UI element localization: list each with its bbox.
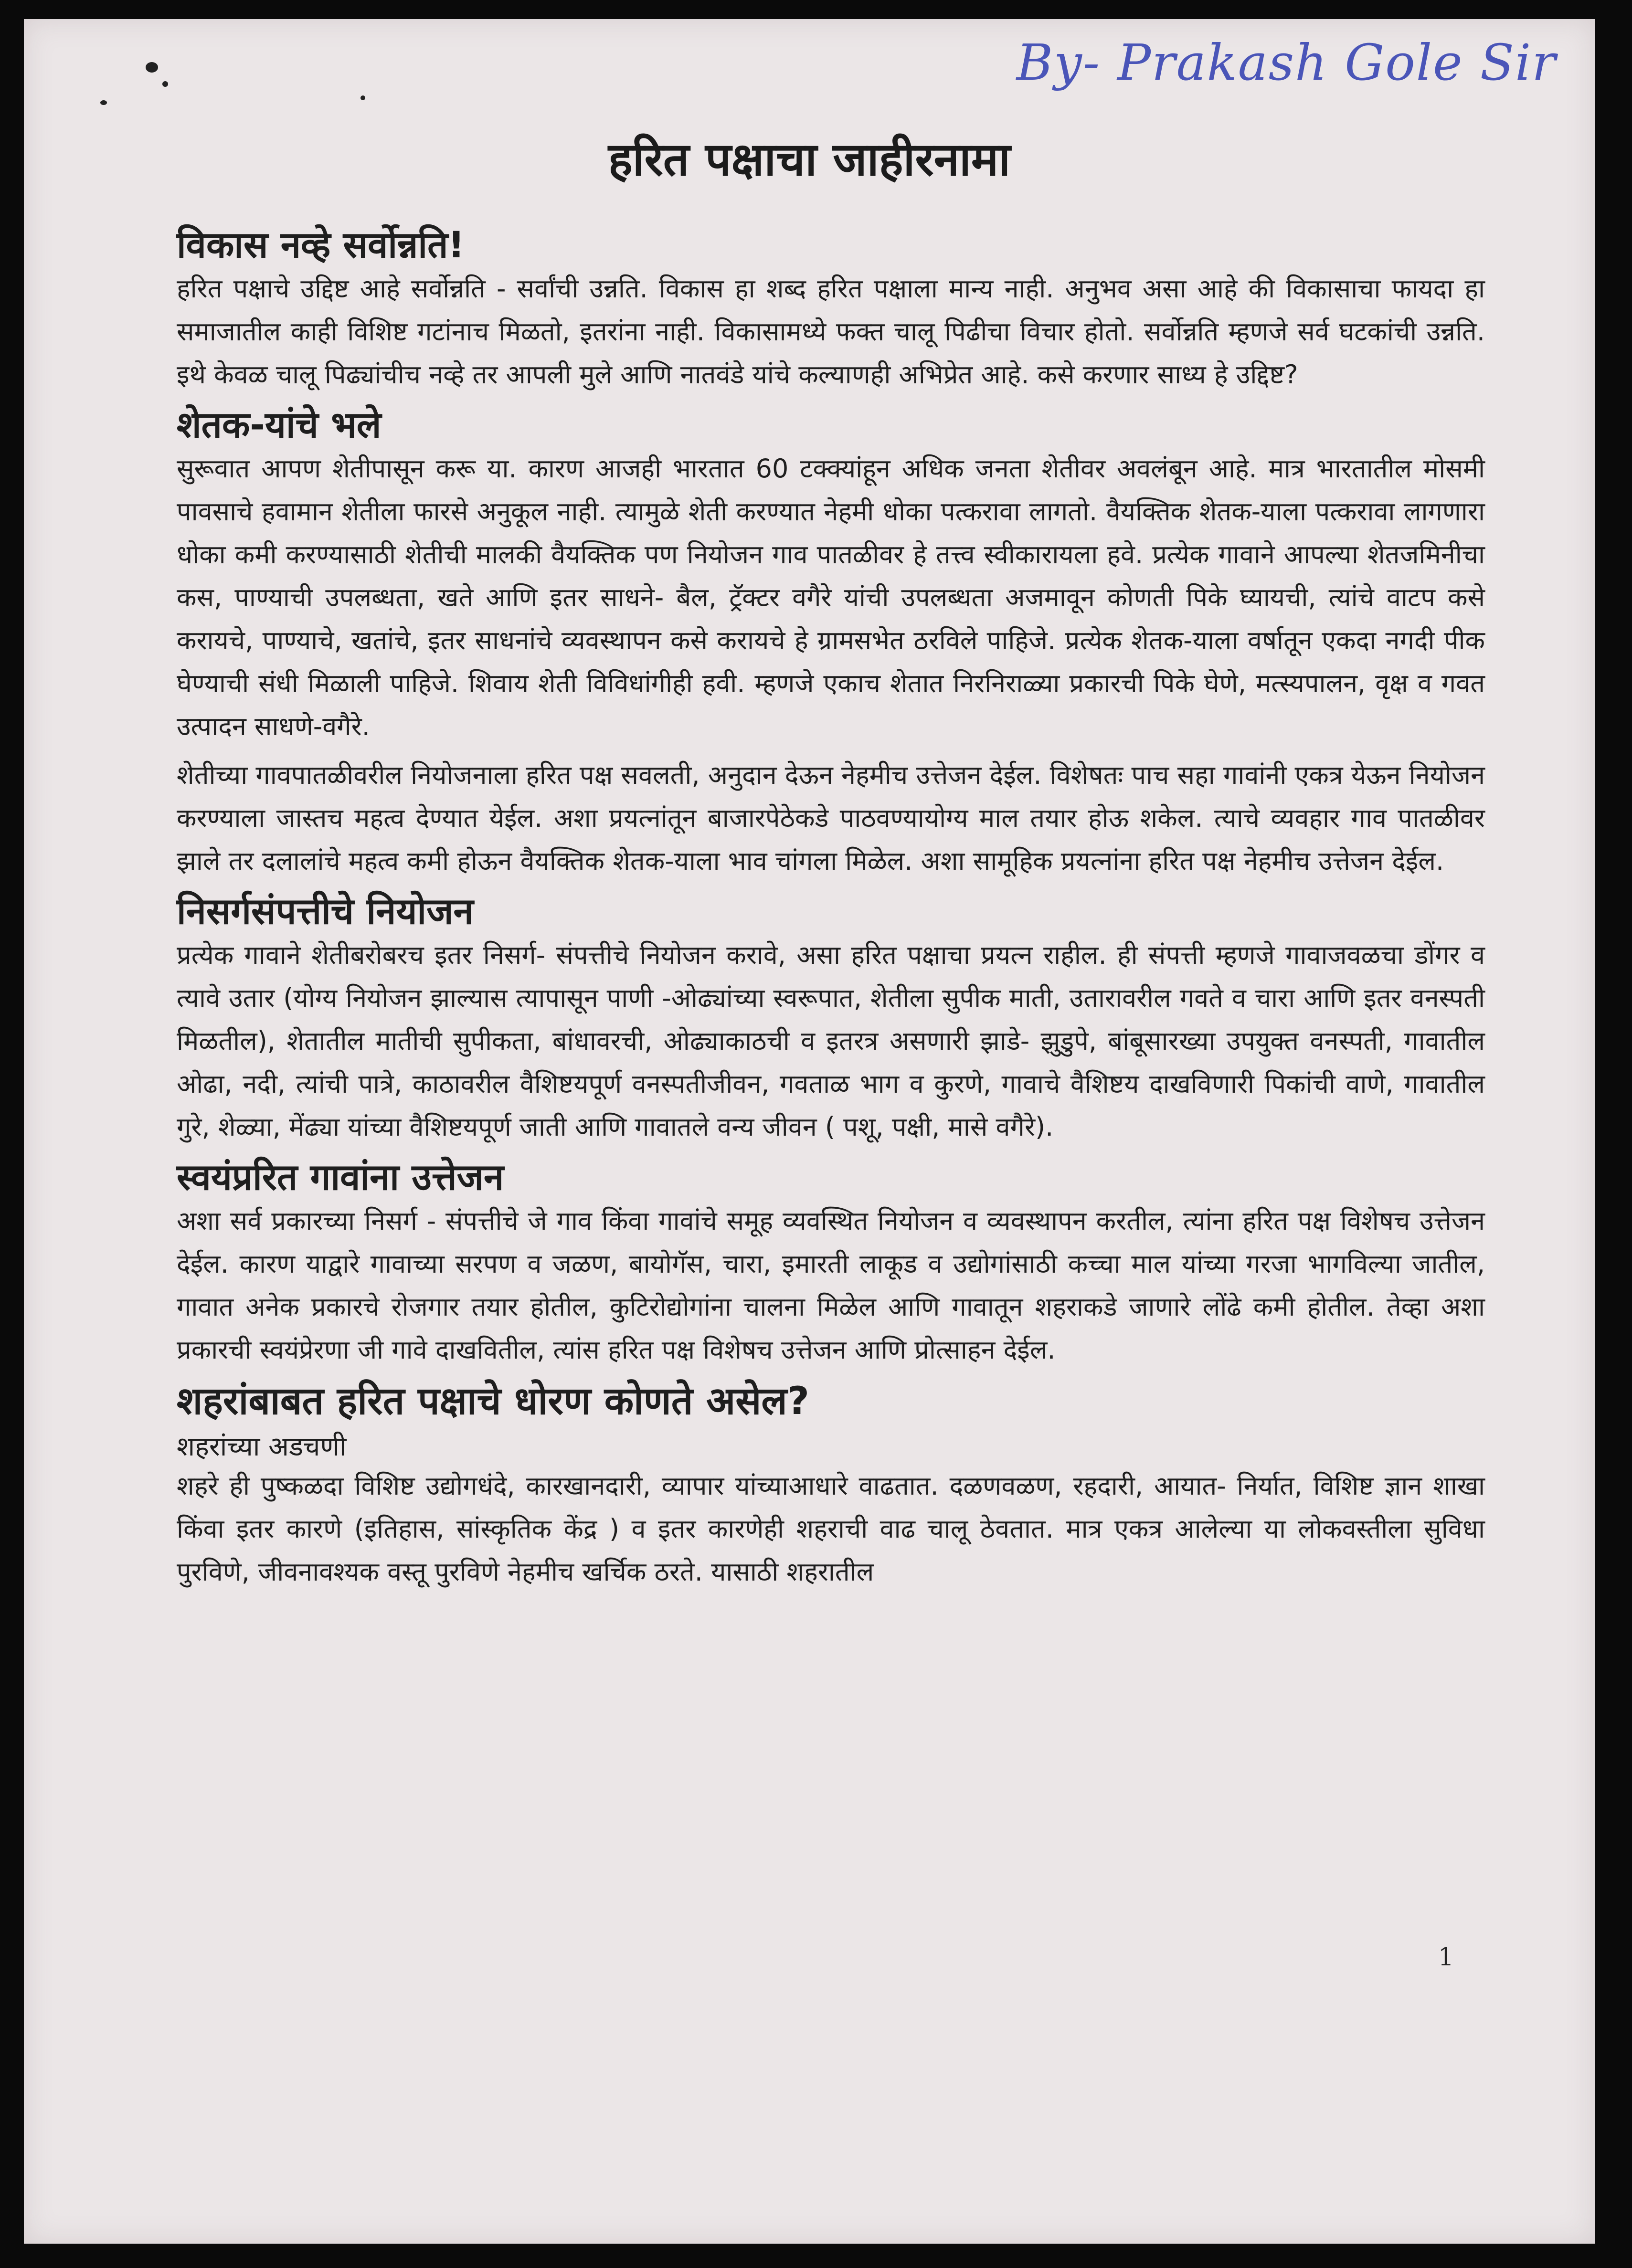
section-heading: शेतक-यांचे भले bbox=[177, 403, 382, 446]
section-vikas bbox=[177, 222, 1485, 396]
section-swayam bbox=[177, 1154, 1485, 1371]
ink-speck bbox=[360, 95, 365, 100]
section-heading: विकास नव्हे सर्वोन्नति! bbox=[177, 223, 465, 266]
section-shetkari bbox=[177, 402, 1485, 883]
handwritten-note: By- Prakash Gole Sir bbox=[1016, 33, 1557, 92]
document-page bbox=[24, 19, 1595, 2244]
ink-speck bbox=[146, 62, 158, 73]
ink-speck bbox=[100, 100, 107, 105]
ink-speck bbox=[162, 81, 168, 87]
paragraph: हरित पक्षाचे उद्दिष्ट आहे सर्वोन्नति - सर्वांची उन्नति. विकास हा शब्द हरित पक्षाला मान्य नाही. अनुभव असा आहे की विकासाचा फायदा हा समाजातील काही विशिष्ट गटांनाच मिळतो, इतरांना नाही. विकासामध्ये फक्त चालू पिढीचा विचार होतो. सर्वोन्नति म्हणजे सर्व घटकांची उन्नति. इथे केवळ चालू पिढ्यांचीच नव्हे तर आपली मुले आणि नातवंडे यांचे कल्याणही अभिप्रेत आहे. कसे करणार साध्य हे उद्दिष्ट? bbox=[177, 274, 1485, 390]
section-heading: स्वयंप्ररित गावांना उत्तेजन bbox=[177, 1156, 504, 1198]
paragraph: सुरूवात आपण शेतीपासून करू या. कारण आजही भारतात 60 टक्क्यांहून अधिक जनता शेतीवर अवलंबून आहे. मात्र भारतातील मोसमी पावसाचे हवामान शेतीला फारसे अनुकूल नाही. त्यामुळे शेती करण्यात नेहमी धोका पत्करावा लागतो. वैयक्तिक शेतक-याला पत्करावा लागणारा धोका कमी करण्यासाठी शेतीची मालकी वैयक्तिक पण नियोजन गाव पातळीवर हे तत्त्व स्वीकारायला हवे. प्रत्येक गावाने आपल्या शेतजमिनीचा कस, पाण्याची उपलब्धता, खते आणि इतर साधने- बैल, ट्रॅक्टर वगैरे यांची उपलब्धता अजमावून कोणती पिके घ्यायची, त्यांचे वाटप कसे करायचे, पाण्याचे, खतांचे, इतर साधनांचे व्यवस्थापन कसे करायचे हे ग्रामसभेत ठरविले पाहिजे. प्रत्येक शेतक-याला वर्षातून एकदा नगदी पीक घेण्याची संधी मिळाली पाहिजे. शिवाय शेती विविधांगीही हवी. म्हणजे एकाच शेतात निरनिराळ्या प्रकारची पिके घेणे, मत्स्यपालन, वृक्ष व गवत उत्पादन साधणे-वगैरे. bbox=[177, 454, 1485, 741]
document-title: हरित पक्षाचा जाहीरनामा bbox=[608, 133, 1011, 186]
document-body bbox=[177, 222, 1485, 1599]
section-subheading: शहरांच्या अडचणी bbox=[177, 1431, 347, 1462]
page-number: 1 bbox=[1438, 1943, 1454, 1972]
paragraph: अशा सर्व प्रकारच्या निसर्ग - संपत्तीचे जे गाव किंवा गावांचे समूह व्यवस्थित नियोजन व व्यवस्थापन करतील, त्यांना हरित पक्ष विशेषच उत्तेजन देईल. कारण याद्वारे गावाच्या सरपण व जळण, बायोगॅस, चारा, इमारती लाकूड व उद्योगांसाठी कच्चा माल यांच्या गरजा भागविल्या जातील, गावात अनेक प्रकारचे रोजगार तयार होतील, कुटिरोद्योगांना चालना मिळेल आणि गावातून शहराकडे जाणारे लोंढे कमी होतील. तेव्हा अशा प्रकारची स्वयंप्रेरणा जी गावे दाखवितील, त्यांस हरित पक्ष विशेषच उत्तेजन आणि प्रोत्साहन देईल. bbox=[177, 1206, 1485, 1365]
paragraph: शेतीच्या गावपातळीवरील नियोजनाला हरित पक्ष सवलती, अनुदान देऊन नेहमीच उत्तेजन देईल. विशेषतः पाच सहा गावांनी एकत्र येऊन नियोजन करण्याला जास्तच महत्व देण्यात येईल. अशा प्रयत्नांतून बाजारपेठेकडे पाठवण्यायोग्य माल तयार होऊ शकेल. त्याचे व्यवहार गाव पातळीवर झाले तर दलालांचे महत्व कमी होऊन वैयक्तिक शेतक-याला भाव चांगला मिळेल. अशा सामूहिक प्रयत्नांना हरित पक्ष नेहमीच उत्तेजन देईल. bbox=[177, 760, 1485, 876]
section-heading: निसर्गसंपत्तीचे नियोजन bbox=[177, 890, 474, 932]
section-shahar bbox=[177, 1377, 1485, 1593]
paragraph: शहरे ही पुष्कळदा विशिष्ट उद्योगधंदे, कारखानदारी, व्यापार यांच्याआधारे वाढतात. दळणवळण, रहदारी, आयात- निर्यात, विशिष्ट ज्ञान शाखा किंवा इतर कारणे (इतिहास, सांस्कृतिक केंद्र ) व इतर कारणेही शहराची वाढ चालू ठेवतात. मात्र एकत्र आलेल्या या लोकवस्तीला सुविधा पुरविणे, जीवनावश्यक वस्तू पुरविणे नेहमीच खर्चिक ठरते. यासाठी शहरातील bbox=[177, 1470, 1485, 1587]
section-nisarg bbox=[177, 888, 1485, 1149]
section-heading: शहरांबाबत हरित पक्षाचे धोरण कोणते असेल? bbox=[177, 1379, 810, 1423]
paragraph: प्रत्येक गावाने शेतीबरोबरच इतर निसर्ग- संपत्तीचे नियोजन करावे, असा हरित पक्षाचा प्रयत्न राहील. ही संपत्ती म्हणजे गावाजवळचा डोंगर व त्यावे उतार (योग्य नियोजन झाल्यास त्यापासून पाणी -ओढ्यांच्या स्वरूपात, शेतीला सुपीक माती, उतारावरील गवते व चारा आणि इतर वनस्पती मिळतील), शेतातील मातीची सुपीकता, बांधावरची, ओढ्याकाठची व इतरत्र असणारी झाडे- झुडुपे, बांबूसारख्या उपयुक्त वनस्पती, गावातील ओढा, नदी, त्यांची पात्रे, काठावरील वैशिष्टयपूर्ण वनस्पतीजीवन, गवताळ भाग व कुरणे, गावाचे वैशिष्टय दाखविणारी पिकांची वाणे, गावातील गुरे, शेळ्या, मेंढ्या यांच्या वैशिष्टयपूर्ण जाती आणि गावातले वन्य जीवन ( पशू, पक्षी, मासे वगैरे). bbox=[177, 940, 1485, 1142]
